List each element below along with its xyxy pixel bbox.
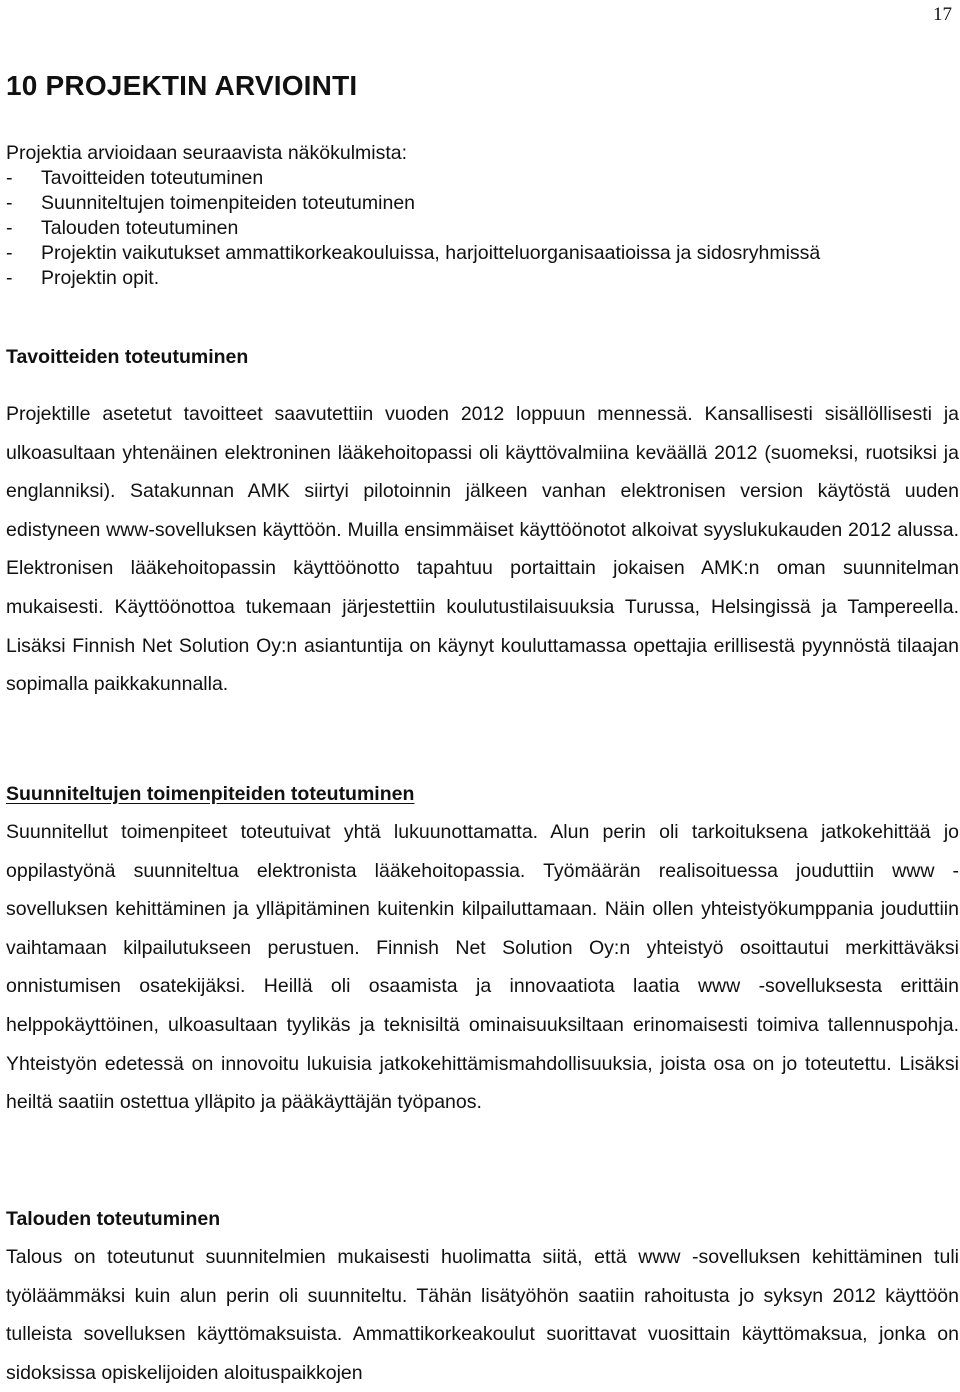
list-item [6,241,959,266]
section-heading: Suunniteltujen toimenpiteiden toteutuminen [6,783,415,805]
list-item [6,191,959,216]
section-paragraph: Suunnitellut toimenpiteet toteutuivat yhtä lukuunottamatta. Alun perin oli tarkoituksena jatkokehittää jo oppilastyönä suunniteltua elektronista lääkehoitopassia. Työmäärän realisoituessa jouduttiin www -sovelluksen kehittäminen ja ylläpitäminen kuitenkin kilpailuttamaan. Näin ollen yhteistyökumppania jouduttiin vaihtamaan kilpailutukseen perustuen. Finnish Net Solution Oy:n yhteistyö osoittautui merkittäväksi onnistumisen osatekijäksi. Heillä oli osaamista ja innovaatiota laatia www -sovelluksesta erittäin helppokäyttöinen, ulkoasultaan tyylikäs ja teknisiltä ominaisuuksiltaan erinomaisesti toimiva tallennuspohja. Yhteistyön edetessä on innovoitu lukuisia jatkokehittämismahdollisuuksia, joista osa on jo toteutettu. Lisäksi heiltä saatiin ostettua ylläpito ja pääkäyttäjän työpanos. [6,821,959,1114]
section-actions [6,782,959,1122]
criteria-list [6,166,959,291]
list-item [6,166,959,191]
section-paragraph: Talous on toteutunut suunnitelmien mukaisesti huolimatta siitä, että www -sovelluksen kehittäminen tuli työläämmäksi kuin alun perin oli suunniteltu. Tähän lisätyöhön saatiin rahoitusta jo syksyn 2012 käyttöön tulleista sovelluksen käyttömaksuista. Ammattikorkeakoulut suorittavat vuosittain käyttömaksua, jonka on sidoksissa opiskelijoiden aloituspaikkojen [6,1246,959,1384]
dash-marker: - [6,192,13,214]
intro-block [6,141,959,291]
dash-marker: - [6,267,13,289]
section-finance [6,1207,959,1392]
list-item [6,216,959,241]
dash-marker: - [6,167,13,189]
dash-marker: - [6,242,13,264]
page-number: 17 [933,4,952,25]
section-heading: Tavoitteiden toteutuminen [6,346,249,368]
list-item-text: Talouden toteutuminen [41,217,239,239]
section-goals [6,345,959,704]
section-paragraph: Projektille asetetut tavoitteet saavutettiin vuoden 2012 loppuun mennessä. Kansallisesti sisällöllisesti ja ulkoasultaan yhtenäinen elektroninen lääkehoitopassi oli käyttövalmiina keväällä 2012 (suomeksi, ruotsiksi ja englanniksi). Satakunnan AMK siirtyi pilotoinnin jälkeen vanhan elektronisen version käytöstä uuden edistyneen www-sovelluksen käyttöön. Muilla ensimmäiset käyttöönotot alkoivat syyslukukauden 2012 alussa. Elektronisen lääkehoitopassin käyttöönotto tapahtuu portaittain jokaisen AMK:n oman suunnitelman mukaisesti. Käyttöönottoa tukemaan järjestettiin koulutustilaisuuksia Turussa, Helsingissä ja Tampereella. Lisäksi Finnish Net Solution Oy:n asiantuntija on käynyt kouluttamassa opettajia erillisestä pyynnöstä tilaajan sopimalla paikkakunnalla. [6,403,959,696]
page-title: 10 PROJEKTIN ARVIOINTI [6,70,358,101]
list-item-text: Projektin opit. [41,267,160,289]
dash-marker: - [6,217,13,239]
list-item-text: Tavoitteiden toteutuminen [41,167,264,189]
list-item-text: Suunniteltujen toimenpiteiden toteutuminen [41,192,416,214]
list-item [6,266,959,291]
intro-lead: Projektia arvioidaan seuraavista näkökulmista: [6,142,408,164]
section-heading: Talouden toteutuminen [6,1208,221,1230]
list-item-text: Projektin vaikutukset ammattikorkeakouluissa, harjoitteluorganisaatioissa ja sidosryhmissä [41,242,821,264]
